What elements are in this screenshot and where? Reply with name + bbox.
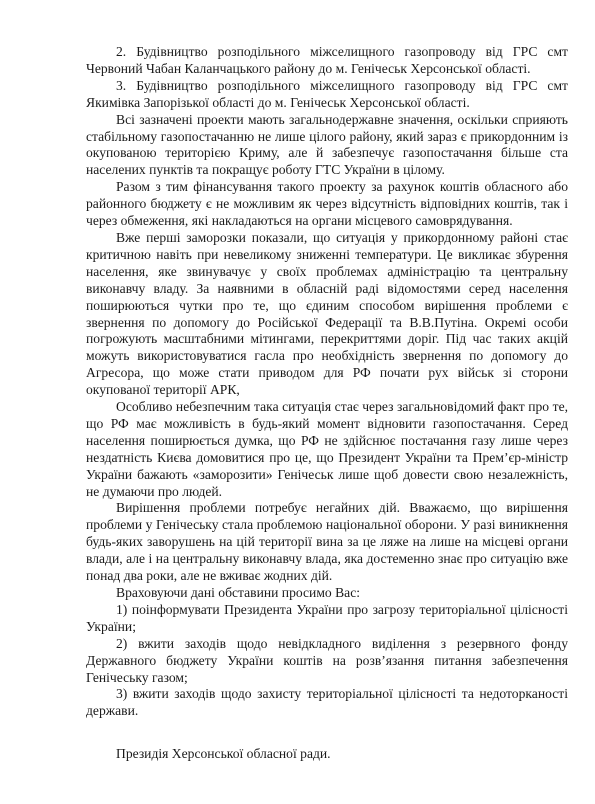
- paragraph-urgent-action: Вирішення проблеми потребує негайних дій. Вважаємо, що вирішення проблеми у Генічеську стала проблемою національної оборони. У разі виникнення будь-яких заворушень на цій території вина за це ляже на лише на місцеві органи влади, але і на центральну виконавчу влада, яка достеменно знає про ситуацію вже понад два роки, але не вживає жодних дій.: [86, 500, 568, 584]
- paragraph-danger: Особливо небезпечним така ситуація стає через загальновідомий факт про те, що РФ має можливість в будь-який момент відновити газопостачання. Серед населення поширюється думка, що РФ не здійснює постачання газу лише через нездатність Києва домовитися про це, що Президент України та Прем’єр-міністр України бажають «заморозити» Генічеськ лише щоб довести свою незалежність, не думаючи про людей.: [86, 399, 568, 499]
- paragraph-item-2-gas-pipeline: 2. Будівництво розподільного міжселищного газопроводу від ГРС смт Червоний Чабан Каланчацького району до м. Генічеськ Херсонської області.: [86, 44, 568, 76]
- request-item-2: 2) вжити заходів щодо невідкладного виділення з резервного фонду Державного бюджету України коштів на розв’язання питання забезпечення Генічеську газом;: [86, 635, 568, 685]
- paragraph-request-intro: Враховуючи дані обставини просимо Вас:: [116, 585, 361, 600]
- document-body: [86, 44, 568, 763]
- paragraph-item-3-gas-pipeline: 3. Будівництво розподільного міжселищного газопроводу від ГРС смт Якимівка Запорізької області до м. Генічеськ Херсонської області.: [86, 77, 568, 110]
- signature: Президія Херсонської обласної ради.: [116, 746, 331, 762]
- paragraph-funding: Разом з тим фінансування такого проекту за рахунок коштів обласного або районного бюджету є не можливим як через відсутність відповідних коштів, так і через обмеження, які накладаються на органи місцевого самоврядування.: [86, 179, 568, 229]
- request-item-3: 3) вжити заходів щодо захисту територіальної цілісності та недоторканості держави.: [86, 686, 568, 719]
- request-item-1: 1) поінформувати Президента України про загрозу територіальної цілісності України;: [86, 601, 568, 634]
- paragraph-national-importance: Всі зазначені проекти мають загальнодержавне значення, оскільки сприяють стабільному газопостачанню не лише цілого району, який зараз є прикордонним із окупованою територією Криму, але й забезпечує газопостачання більше ста населених пунктів та покращує роботу ГТС України в цілому.: [86, 111, 568, 178]
- paragraph-frost-situation: Вже перші заморозки показали, що ситуація у прикордонному районі стає критичною навіть при невеликому зниженні температури. Це викликає збурення населення, яке звинувачує у своїх проблемах адміністрацію та центральну виконавчу владу. За наявними в обласній раді відомостями серед населення поширюються чутки про те, що єдиним способом вирішення проблеми є звернення по допомогу до Російської Федерації та В.В.Путіна. Окремі особи погрожують масштабними мітингами, перекриттями доріг. Під час таких акцій можуть використовуватися гасла про необхідність звернення по допомогу до Агресора, що може стати приводом для РФ почати рух військ зі сторони окупованої території АРК,: [86, 229, 568, 398]
